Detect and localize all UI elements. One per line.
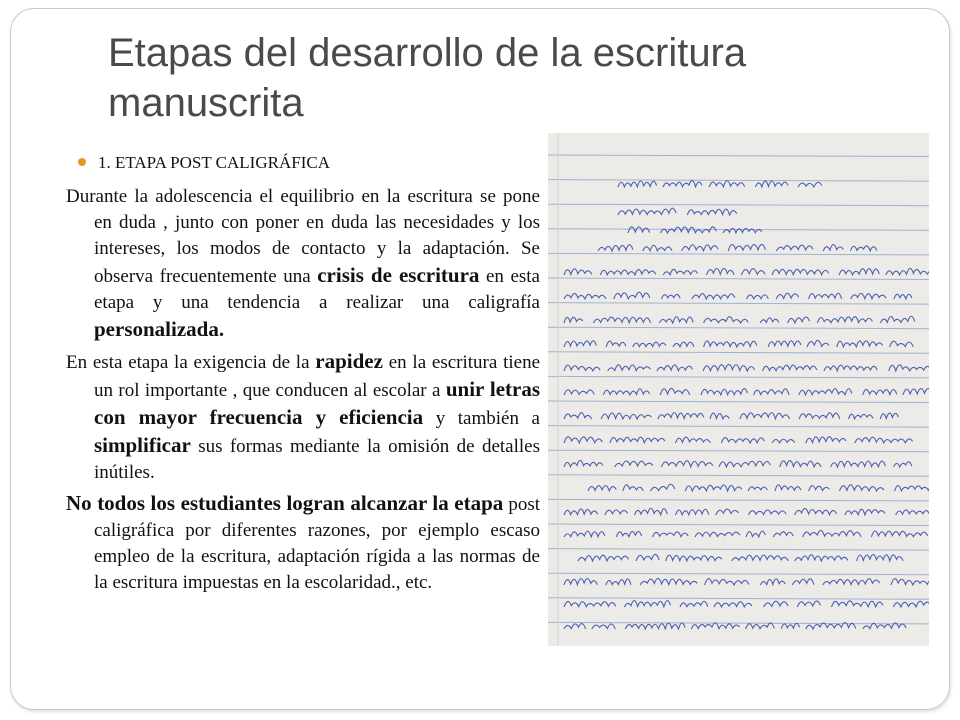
p2-text-4: sus formas mediante la omisión de detalles inútiles. bbox=[94, 436, 540, 483]
p2-bold-1: rapidez bbox=[315, 349, 383, 373]
p2-text-3: y también a bbox=[423, 408, 540, 429]
p2-text-1: En esta etapa la exigencia de la bbox=[66, 352, 316, 373]
title-line-1: Etapas del desarrollo de la escritura bbox=[108, 31, 747, 75]
p1-bold-1: crisis de escritura bbox=[317, 263, 480, 287]
p3-text-1: post caligráfica por diferentes razones, por ejemplo escaso empleo de la escritura, adaptación rígida a las normas de la escritura impuestas en la escolaridad., etc. bbox=[94, 494, 540, 593]
paragraph-1 bbox=[66, 184, 540, 344]
p1-text-1: Durante la adolescencia el equilibrio en la escritura se pone en duda , junto con poner en duda las necesidades y los intereses, los modos de contacto y la adaptación. Se observa frecuentemente una bbox=[66, 186, 540, 287]
handwritten-letter-image bbox=[548, 133, 929, 646]
p1-bold-2: personalizada. bbox=[94, 317, 225, 341]
p3-bold-1: No todos los estudiantes logran alcanzar la etapa bbox=[66, 491, 504, 515]
bullet-heading-text: 1. ETAPA POST CALIGRÁFICA bbox=[98, 153, 330, 172]
paper-background bbox=[548, 133, 929, 646]
title-line-2: manuscrita bbox=[108, 81, 304, 125]
bullet-dot-icon bbox=[78, 158, 86, 166]
p2-bold-3: simplificar bbox=[94, 433, 191, 457]
bullet-heading bbox=[78, 153, 330, 173]
slide-title bbox=[108, 28, 928, 128]
p2-text-2: en la escritura tiene un rol importante , que conducen al escolar a bbox=[94, 352, 540, 401]
paragraph-3 bbox=[66, 490, 540, 596]
paragraph-2 bbox=[66, 348, 540, 486]
handwritten-letter-drawing bbox=[548, 133, 929, 646]
p1-text-2: en esta etapa y una tendencia a realizar una caligrafía bbox=[94, 266, 540, 313]
p2-bold-2: unir letras con mayor frecuencia y eficiencia bbox=[94, 377, 541, 429]
body-text bbox=[66, 184, 540, 600]
